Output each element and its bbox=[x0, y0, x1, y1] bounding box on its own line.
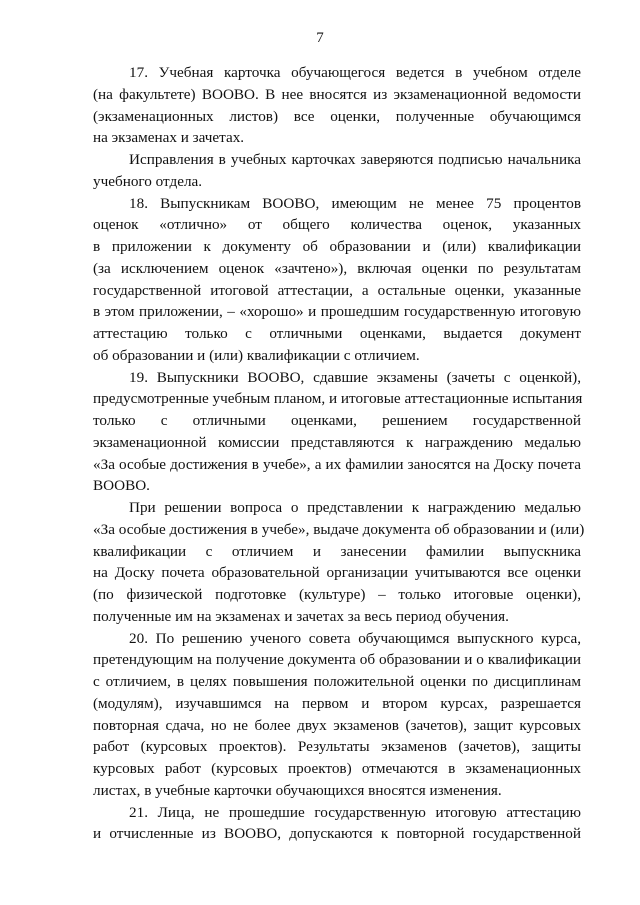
text-line: учебного отдела. bbox=[93, 172, 203, 190]
text-line: (за исключением оценок «зачтено»), включая оценки по результатам bbox=[93, 259, 581, 277]
paragraph-p17b bbox=[93, 149, 581, 193]
text-line: курсовых работ (курсовых проектов) отмечаются в экзаменационных bbox=[93, 760, 581, 777]
page-number: 7 bbox=[316, 30, 324, 46]
text-line: (на факультете) ВООВО. В нее вносятся из экзаменационной ведомости bbox=[93, 85, 581, 103]
text-line: об образовании и (или) квалификации с отличием. bbox=[93, 346, 420, 364]
text-line: предусмотренные учебным планом, и итоговые аттестационные испытания bbox=[93, 390, 583, 408]
text-line: на экзаменах и зачетах. bbox=[93, 129, 245, 147]
text-line: с отличием, в целях повышения положительной оценки по дисциплинам bbox=[93, 673, 581, 690]
text-line: ВООВО. bbox=[93, 477, 150, 495]
paragraph-p19 bbox=[93, 367, 581, 498]
text-line: только с отличными оценками, решением государственной bbox=[93, 412, 581, 429]
text-line: «За особые достижения в учебе», а их фамилии заносятся на Доску почета bbox=[93, 455, 581, 473]
paragraph-p20 bbox=[93, 628, 581, 802]
paragraph-p18 bbox=[93, 193, 581, 367]
text-line: 21. Лица, не прошедшие государственную итоговую аттестацию bbox=[129, 803, 581, 821]
text-line: листах, в учебные карточки обучающихся вносятся изменения. bbox=[93, 781, 502, 799]
text-line: оценок «отлично» от общего количества оценок, указанных bbox=[93, 216, 581, 234]
text-line: 18. Выпускникам ВООВО, имеющим не менее 75 процентов bbox=[129, 194, 581, 212]
text-line: «За особые достижения в учебе», выдаче документа об образовании и (или) bbox=[93, 520, 585, 538]
text-line: претендующим на получение документа об образовании и о квалификации bbox=[93, 651, 581, 669]
text-line: 17. Учебная карточка обучающегося ведется в учебном отделе bbox=[129, 64, 581, 81]
text-line: 19. Выпускники ВООВО, сдавшие экзамены (зачеты с оценкой), bbox=[129, 368, 581, 386]
document-body bbox=[93, 62, 585, 845]
paragraph-p19b bbox=[93, 497, 585, 628]
text-line: на Доску почета образовательной организации учитываются все оценки bbox=[93, 564, 581, 582]
paragraph-p21 bbox=[93, 802, 581, 846]
text-line: и отчисленные из ВООВО, допускаются к повторной государственной bbox=[93, 825, 581, 843]
text-line: повторная сдача, но не более двух экзаменов (зачетов), защит курсовых bbox=[93, 716, 581, 734]
text-line: (модулям), изучавшимся на первом и втором курсах, разрешается bbox=[93, 694, 581, 712]
text-line: (по физической подготовке (культуре) – только итоговые оценки), bbox=[93, 586, 581, 603]
text-line: в приложении к документу об образовании и (или) квалификации bbox=[93, 238, 581, 255]
text-line: 20. По решению ученого совета обучающимся выпускного курса, bbox=[129, 629, 581, 647]
text-line: в этом приложении, – «хорошо» и прошедшим государственную итоговую bbox=[93, 303, 581, 321]
text-line: государственной итоговой аттестации, а остальные оценки, указанные bbox=[93, 281, 581, 299]
text-line: полученные им на экзаменах и зачетах за весь период обучения. bbox=[93, 607, 509, 625]
text-line: Исправления в учебных карточках заверяются подписью начальника bbox=[129, 151, 581, 168]
text-line: работ (курсовых проектов). Результаты экзаменов (зачетов), защиты bbox=[93, 738, 581, 756]
text-line: (экзаменационных листов) все оценки, полученные обучающимся bbox=[93, 107, 581, 125]
text-line: квалификации с отличием и занесении фамилии выпускника bbox=[93, 542, 581, 560]
text-line: экзаменационной комиссии представляются к награждению медалью bbox=[93, 433, 581, 451]
text-line: аттестацию только с отличными оценками, выдается документ bbox=[93, 325, 581, 342]
text-line: При решении вопроса о представлении к награждению медалью bbox=[129, 499, 581, 516]
paragraph-p17 bbox=[93, 62, 581, 149]
